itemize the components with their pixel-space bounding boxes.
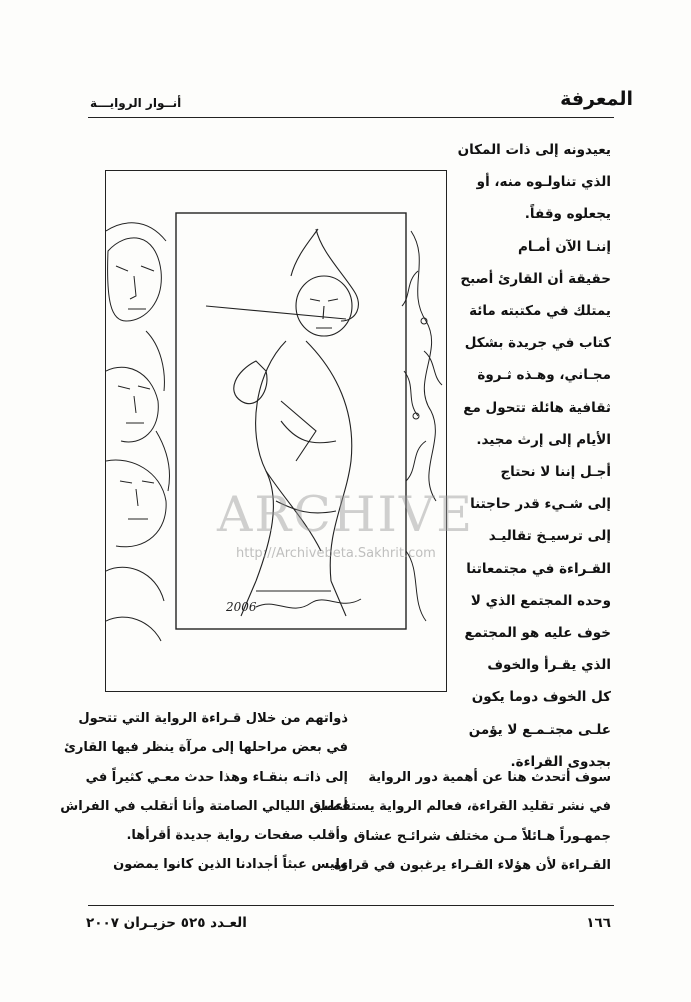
text-line: حقيقة أن القارئ أصبح [460, 270, 611, 287]
text-line: إلى شـيء قدر حاجتنا [470, 496, 611, 513]
text-line: الأيام إلى إرث مجيد. [476, 431, 611, 448]
issue-info: العـدد ٥٢٥ حزيـران ٢٠٠٧ [86, 915, 247, 931]
text-line: أجـل إننا لا نحتاج [500, 464, 611, 481]
text-line: خوف عليه هو المجتمع [464, 625, 611, 642]
page-number: ١٦٦ [586, 915, 611, 931]
text-line: إننـا الآن أمـام [517, 238, 611, 255]
watermark-url: http://Archivebeta.Sakhrit.com [236, 546, 436, 561]
text-line: كل الخوف دوما يكون [471, 689, 611, 706]
magazine-logo: المعرفة [560, 88, 633, 110]
text-line: وأقلب صفحات رواية جديدة أقرأها. [126, 828, 348, 844]
sketch-illustration [106, 171, 446, 691]
text-line: إلى ترسيـخ تقاليـد [488, 528, 611, 545]
text-line: يمتلك في مكتبته مائة [469, 303, 611, 320]
text-line: سوف أتحدث هنا عن أهمية دور الرواية [368, 770, 611, 785]
text-line: يعيدونه إلى ذات المكان [457, 142, 611, 158]
right-column-text [453, 134, 611, 778]
bottom-right-text [315, 763, 611, 880]
text-line: يجعلوه وقفاً. [524, 206, 611, 223]
text-line: وحده المجتمع الذي لا [470, 592, 611, 609]
text-line: بجدوى القراءة. [510, 753, 611, 770]
text-line: جمهـوراً هـائلاً مـن مختلف شرائـح عشاق [353, 828, 611, 844]
bottom-left-text [60, 704, 348, 880]
text-line: علـى مجتـمـع لا يؤمن [468, 721, 611, 738]
text-line: في بعض مراحلها إلى مرآة ينظر فيها القارئ [64, 740, 348, 756]
section-title: أنــوار الروايـــة [90, 96, 182, 110]
footer-rule [88, 905, 614, 906]
text-line: مجـاني، وهـذه ثـروة [477, 367, 611, 384]
watermark-archive: ARCHIVE [217, 486, 475, 543]
text-line: أعماق الليالي الصامتة وأنا أتقلب في الفراش [60, 798, 348, 814]
text-line: الذي يقـرأ والخوف [487, 657, 611, 674]
text-line: القـراءة لأن هؤلاء القـراء يرغبون في قراءة [333, 857, 611, 873]
text-line: إلى ذاتـه بنقـاء وهذا حدث معـي كثيراً في [85, 769, 348, 785]
text-line: الذي تناولـوه منه، أو [476, 174, 611, 191]
text-line: القـراءة في مجتمعاتنا [466, 560, 611, 577]
text-line: في نشر تقليد القراءة، فعالم الرواية يستقطب [315, 799, 611, 815]
illustration-signature: 2006 [226, 600, 257, 614]
text-line: ثقافية هائلة تتحول مع [463, 399, 611, 416]
text-line: كتاب في جريدة بشكل [464, 335, 611, 352]
text-line: وليس عبثاً أجدادنا الذين كانوا يمضون [113, 857, 348, 873]
text-line: ذواتهم من خلال قـراءة الرواية التي تتحول [78, 711, 348, 726]
illustration-frame [105, 170, 447, 692]
header-rule [88, 117, 614, 118]
